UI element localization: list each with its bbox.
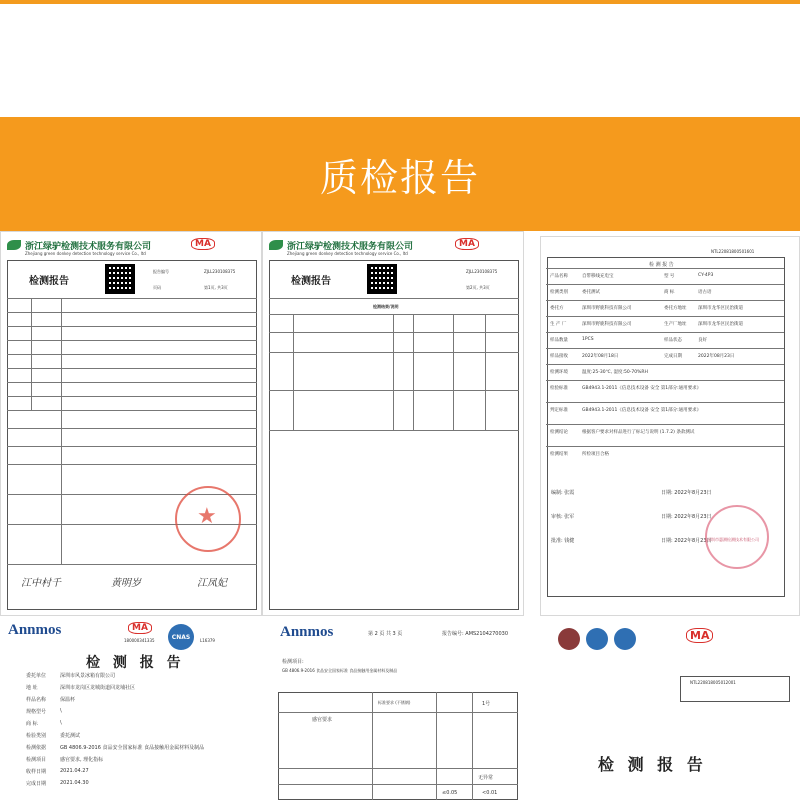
signature-2: 黄明岁 (111, 578, 141, 589)
row-divider (7, 368, 257, 369)
sign-3-date: 日期: 2022年8月23日 (661, 538, 712, 544)
col-divider (413, 314, 414, 430)
field-value: \ (60, 708, 62, 714)
row-label: 生 产 厂 (550, 322, 567, 327)
ma-mark: MA (128, 622, 152, 634)
row-label: 产品名称 (550, 274, 568, 279)
sign-3-label: 批准: 钱健 (551, 538, 575, 544)
row-divider (546, 348, 784, 349)
field-value: \ (60, 720, 62, 726)
row-value: 1PCS (582, 337, 594, 342)
row-divider (7, 410, 257, 411)
row-label: 样品数量 (550, 338, 568, 343)
field-label: 规格型号 (26, 709, 47, 715)
row-label: 检测结论 (550, 430, 568, 435)
row-label-2: 生产厂地址 (664, 322, 687, 327)
row-label-2: 型 号 (664, 274, 675, 279)
field-label: 检测依据 (26, 745, 47, 751)
field-label: 地 址 (26, 685, 38, 691)
col-divider (472, 692, 473, 800)
col-header-3: 1号 (482, 701, 491, 707)
company-name: 浙江绿驴检测技术服务有限公司 (25, 242, 152, 252)
report-image-2 (262, 231, 524, 616)
row-label: 委托方 (550, 306, 564, 311)
signature-3: 江凤妃 (197, 578, 227, 589)
ilac-icon (586, 628, 608, 650)
row-value-2: 语古语 (698, 290, 712, 295)
row-divider (7, 298, 257, 299)
report-title: 检 测 报 告 (86, 655, 185, 671)
report-no: ZJLL230108375 (204, 269, 236, 274)
row-label-2: 完成日期 (664, 354, 682, 359)
standard-line: GB 4806.9-2016 食品安全国家标准 食品接触用金属材料及制品 (282, 668, 398, 673)
section-label: 检测项目: (282, 659, 304, 665)
company-name: 浙江绿驴检测技术服务有限公司 (287, 242, 414, 252)
row-divider (269, 314, 519, 315)
field-value: 2021.04.30 (60, 780, 89, 786)
report-title: 检 测 报 告 (649, 262, 674, 268)
row-label-2: 委托方地址 (664, 306, 687, 311)
col-header-1: 感官要求 (312, 717, 333, 723)
row-divider (546, 402, 784, 403)
row-divider (546, 424, 784, 425)
report-no: ZJLL230108375 (466, 269, 498, 274)
field-label: 完成日期 (26, 781, 47, 787)
row-value: 自带移线充电宝 (582, 274, 614, 279)
field-value: 保温杯 (60, 697, 76, 703)
cnas-number: L16379 (200, 638, 215, 643)
row-label: 检验标准 (550, 386, 568, 391)
row-divider (546, 316, 784, 317)
row-value-2: CY-4P3 (698, 273, 714, 278)
field-value: 深圳市龙岗区龙城街道回龙埔社区 (60, 685, 136, 691)
top-report-no: NTL22081800501601 (711, 249, 755, 254)
company-name-en: Zhejiang green donkey detection technology service Co., ltd (25, 251, 146, 256)
row-value: 所检项目合格 (582, 452, 609, 457)
ma-number: 180000341335 (124, 638, 155, 643)
field-label: 收样日期 (26, 769, 47, 775)
row-value: GB4943.1-2011《信息技术设备 安全 第1部分:通用要求》 (582, 408, 702, 413)
page-value: 第1页, 共3页 (204, 285, 228, 290)
row-divider (7, 464, 257, 465)
row-divider (269, 298, 519, 299)
page-value: 第2页, 共3页 (466, 285, 490, 290)
row-value: 2022年08月18日 (582, 354, 619, 359)
section-title: 检测结果/说明 (373, 304, 399, 309)
row-divider (7, 396, 257, 397)
row-value-2: 深圳市龙华区民治街道 (698, 306, 743, 311)
row-divider (278, 712, 518, 713)
report-image-6 (540, 618, 800, 800)
field-value: 2021.04.27 (60, 768, 89, 774)
field-label: 委托单位 (26, 673, 47, 679)
row-divider (546, 364, 784, 365)
report-image-1 (0, 231, 262, 616)
page-label: 页码 (153, 285, 161, 290)
cnas-logo-icon (168, 624, 194, 650)
sign-1-label: 编制: 张霞 (551, 490, 575, 496)
report-title: 检测报告 (29, 276, 69, 287)
row-divider (7, 312, 257, 313)
row-divider (7, 382, 257, 383)
col-divider (393, 314, 394, 430)
report-no-label: 报告编号 (153, 269, 169, 274)
row-value-2: 2022年08月23日 (698, 354, 735, 359)
row-divider (269, 390, 519, 391)
field-value: 深圳市风景冰箱有限公司 (60, 673, 116, 679)
col-divider (485, 314, 486, 430)
col-divider (31, 298, 32, 410)
row-divider (7, 354, 257, 355)
row-divider (7, 446, 257, 447)
col-divider (293, 314, 294, 430)
sign-2-label: 审核: 张军 (551, 514, 575, 520)
field-value: 感官要求, 理化指标 (60, 757, 104, 763)
row-value: 深圳市野鹿科技有限公司 (582, 306, 632, 311)
row-divider (269, 332, 519, 333)
stamp-text: 深圳市惠测检测技术有限公司 (707, 537, 759, 542)
sign-2-date: 日期: 2022年8月23日 (661, 514, 712, 520)
col-header-2: 标准要求 (不锈钢) (378, 700, 411, 705)
row-label: 检测类别 (550, 290, 568, 295)
report-no: 报告编号: AMS2104270030 (442, 631, 508, 637)
row-value: 委托测试 (582, 290, 600, 295)
page-value: 第 2 页 共 3 页 (368, 631, 403, 637)
report-title: 检 测 报 告 (598, 755, 707, 774)
cnas-icon (614, 628, 636, 650)
row-label: 样品接收 (550, 354, 568, 359)
row-label: 检测环境 (550, 370, 568, 375)
col-divider (436, 692, 437, 800)
value-a: ≤0.05 (442, 790, 458, 796)
leaf-logo-icon (7, 240, 21, 250)
col-divider (61, 298, 62, 564)
row-divider (7, 428, 257, 429)
row-divider (7, 326, 257, 327)
title-banner (0, 117, 800, 231)
row-label: 检测结果 (550, 452, 568, 457)
red-stamp-icon (175, 486, 241, 552)
row-divider (7, 564, 257, 565)
row-divider (278, 768, 518, 769)
value-b: <0.01 (482, 790, 498, 796)
field-label: 检测项目 (26, 757, 47, 763)
banner-title: 质检报告 (319, 155, 480, 200)
qr-code-icon (367, 264, 397, 294)
annmos-logo: Annmos (8, 622, 62, 638)
result-value: 无异常 (478, 775, 494, 781)
row-divider (546, 446, 784, 447)
signature-1: 江中村千 (21, 578, 61, 589)
row-divider (278, 784, 518, 785)
row-value: 深圳市野鹿科技有限公司 (582, 322, 632, 327)
row-label: 判定标准 (550, 408, 568, 413)
row-label-2: 样品状态 (664, 338, 682, 343)
report-image-5 (272, 618, 526, 800)
ma-mark: MA (455, 238, 479, 250)
emblem-icon (558, 628, 580, 650)
top-accent-line (0, 0, 800, 4)
sign-1-date: 日期: 2022年8月23日 (661, 490, 712, 496)
row-label-2: 商 标 (664, 290, 675, 295)
row-divider (269, 430, 519, 431)
field-label: 商 标 (26, 721, 38, 727)
cnas-label: CNAS (171, 633, 191, 641)
row-divider (546, 332, 784, 333)
field-value: GB 4806.9-2016 食品安全国家标准 食品接触用金属材料及制品 (60, 745, 205, 751)
field-label: 样品名称 (26, 697, 47, 703)
row-divider (7, 340, 257, 341)
row-value-2: 良好 (698, 338, 707, 343)
field-label: 检验类别 (26, 733, 47, 739)
row-value: 温度:25-30℃, 湿度:50-70%RH (582, 370, 648, 375)
ma-mark: MA (686, 628, 713, 643)
row-divider (546, 268, 784, 269)
row-divider (546, 284, 784, 285)
annmos-logo: Annmos (280, 624, 334, 640)
leaf-logo-icon (269, 240, 283, 250)
row-divider (546, 300, 784, 301)
row-value-2: 深圳市龙华区民治街道 (698, 322, 743, 327)
col-divider (453, 314, 454, 430)
ma-mark: MA (191, 238, 215, 250)
report-title: 检测报告 (291, 276, 331, 287)
row-value: 根据客户要求对样品进行了标记与说明 (1.7.2) 条款测试 (582, 430, 695, 435)
col-divider (372, 692, 373, 800)
top-report-no: NTL220818005012001 (690, 680, 736, 685)
row-divider (269, 352, 519, 353)
report-table (269, 260, 519, 610)
row-value: GB4943.1-2011《信息技术设备 安全 第1部分:通用要求》 (582, 386, 702, 391)
field-value: 委托测试 (60, 733, 81, 739)
qr-code-icon (105, 264, 135, 294)
row-divider (546, 380, 784, 381)
company-name-en: Zhejiang green donkey detection technology service Co., ltd (287, 251, 408, 256)
